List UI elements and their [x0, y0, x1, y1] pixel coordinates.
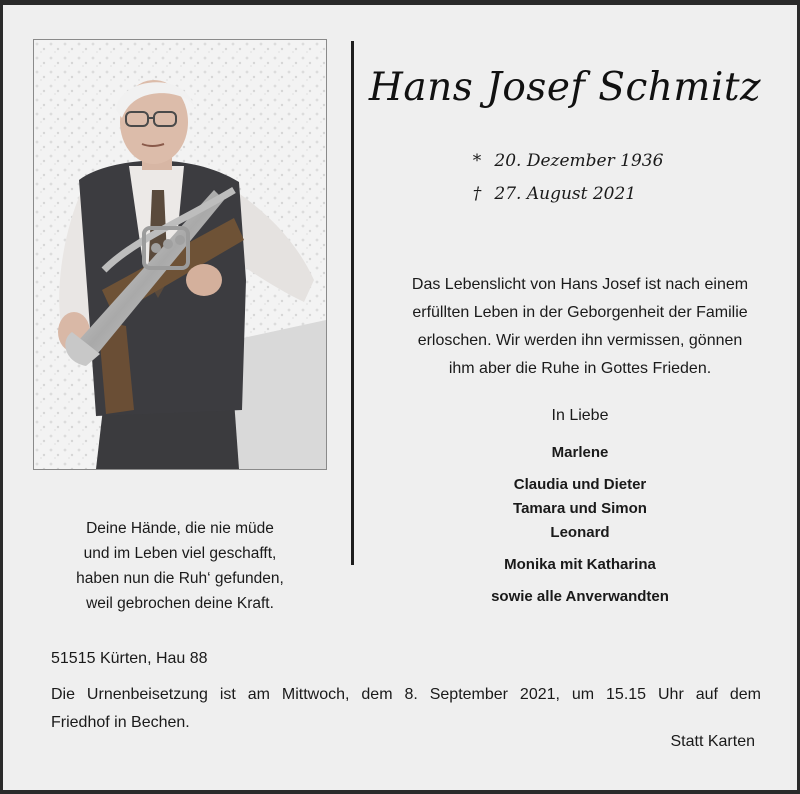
poem-line: und im Leben viel geschafft,	[83, 545, 277, 562]
birth-line	[465, 145, 663, 178]
mourner-name: sowie alle Anverwandten	[491, 588, 669, 605]
message-line: erfüllten Leben in der Geborgenheit der Familie	[412, 304, 748, 321]
vertical-divider	[351, 140, 354, 565]
message-line: erloschen. Wir werden ihn vermissen, gönnen	[417, 332, 743, 349]
mourner-name: Monika mit Katharina	[504, 556, 656, 573]
message-line: ihm aber die Ruhe in Gottes Frieden.	[448, 360, 712, 377]
funeral-line: Friedhof in Bechen.	[51, 714, 190, 731]
birth-symbol: *	[472, 151, 482, 171]
memorial-poem	[33, 516, 327, 616]
death-date: 27. August 2021	[494, 184, 637, 204]
family-address: 51515 Kürten, Hau 88	[51, 650, 208, 667]
deceased-name: Hans Josef Schmitz	[368, 65, 762, 110]
death-line	[465, 178, 663, 211]
message-line: Das Lebenslicht von Hans Josef ist nach einem	[411, 276, 749, 293]
vertical-divider-top	[351, 41, 354, 140]
portrait-illustration	[34, 40, 326, 469]
poem-line: haben nun die Ruh‘ gefunden,	[76, 570, 284, 587]
poem-line: weil gebrochen deine Kraft.	[86, 595, 274, 612]
poem-line: Deine Hände, die nie müde	[86, 520, 274, 537]
mourner-name: Tamara und Simon	[513, 500, 647, 517]
closing-note: Statt Karten	[670, 733, 755, 750]
death-symbol: †	[472, 184, 482, 204]
mourner-name: Marlene	[551, 444, 609, 461]
memorial-message	[375, 271, 785, 383]
funeral-line: Die Urnenbeisetzung ist am Mittwoch, dem 8. September 2021, um 15.15 Uhr auf dem	[51, 686, 761, 703]
mourner-name: Claudia und Dieter	[513, 476, 647, 493]
life-dates	[465, 145, 663, 211]
in-love-heading: In Liebe	[551, 407, 609, 424]
funeral-info	[51, 681, 761, 737]
mourner-name: Leonard	[550, 524, 610, 541]
portrait-photo	[33, 39, 327, 470]
birth-date: 20. Dezember 1936	[494, 151, 664, 171]
